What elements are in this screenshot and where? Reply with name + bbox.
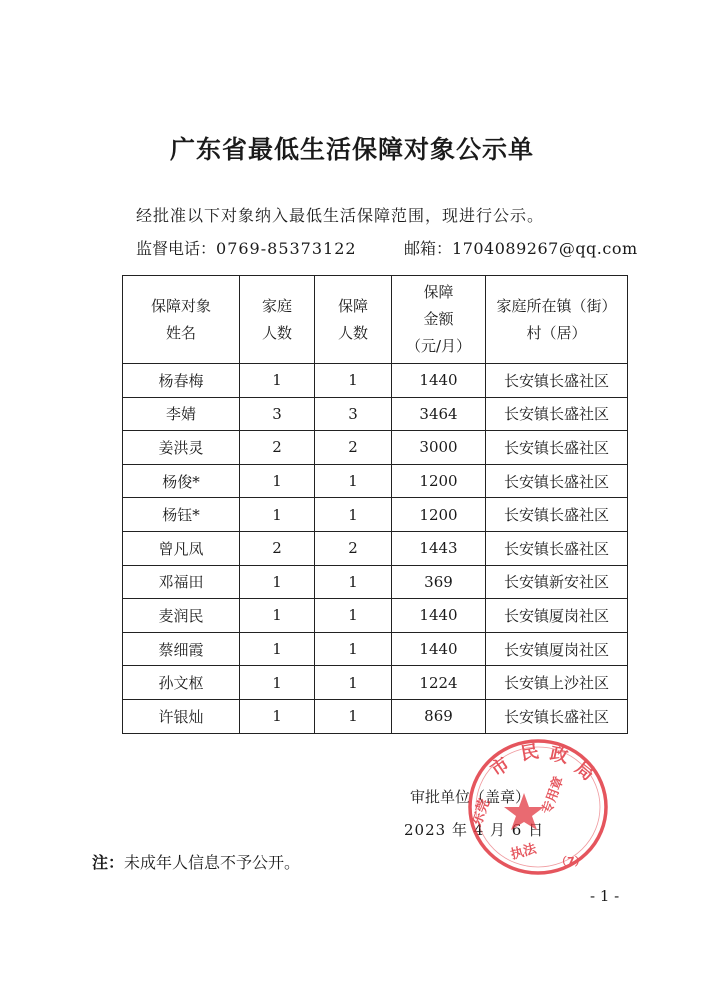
header-location [486, 276, 628, 364]
svg-text:民: 民 [519, 741, 541, 765]
header-insured-line1: 保障 [337, 296, 368, 315]
phone-number: 0769-85373122 [216, 239, 357, 258]
header-insured-count [315, 276, 392, 364]
approver-label: 审批单位（盖章） [410, 788, 531, 806]
cell-location: 长安镇新安社区 [486, 565, 628, 599]
cell-family-size: 2 [240, 531, 315, 565]
cell-insured-count: 2 [315, 531, 392, 565]
header-amount-line3: （元/月） [405, 337, 472, 355]
cell-location: 长安镇长盛社区 [486, 531, 628, 565]
cell-location: 长安镇长盛社区 [486, 699, 628, 733]
cell-family-size: 1 [240, 498, 315, 532]
cell-amount: 1200 [392, 498, 486, 532]
svg-text:执法: 执法 [509, 841, 539, 863]
cell-location: 长安镇长盛社区 [486, 397, 628, 431]
table-header-row [123, 276, 628, 364]
cell-family-size: 1 [240, 632, 315, 666]
cell-amount: 1200 [392, 464, 486, 498]
table-row [123, 431, 628, 465]
email-address: 1704089267@qq.com [452, 239, 638, 258]
page-number: - 1 - [590, 887, 620, 905]
header-family-size [240, 276, 315, 364]
intro-text: 经批准以下对象纳入最低生活保障范围，现进行公示。 [136, 206, 545, 225]
cell-insured-count: 1 [315, 632, 392, 666]
cell-family-size: 1 [240, 599, 315, 633]
cell-amount: 1443 [392, 531, 486, 565]
header-location-line1: 家庭所在镇（街） [496, 296, 617, 315]
header-name-line2: 姓名 [165, 323, 196, 342]
table-row [123, 498, 628, 532]
cell-location: 长安镇长盛社区 [486, 364, 628, 398]
cell-name: 杨春梅 [123, 364, 240, 398]
header-name-line1: 保障对象 [150, 296, 211, 315]
cell-family-size: 2 [240, 431, 315, 465]
cell-family-size: 1 [240, 666, 315, 700]
footnote-text: 未成年人信息不予公开。 [124, 853, 301, 872]
approval-date: 2023 年 4 月 6 日 [404, 821, 545, 839]
header-amount-line1: 保障 [423, 283, 454, 301]
cell-amount: 869 [392, 699, 486, 733]
svg-text:专用章: 专用章 [539, 774, 568, 817]
cell-name: 李婧 [123, 397, 240, 431]
cell-insured-count: 1 [315, 498, 392, 532]
official-seal-stamp [466, 737, 610, 877]
footnote [92, 850, 300, 873]
cell-family-size: 3 [240, 397, 315, 431]
cell-insured-count: 1 [315, 666, 392, 700]
table-row [123, 565, 628, 599]
cell-name: 杨钰* [123, 498, 240, 532]
phone-label: 监督电话： [136, 239, 217, 258]
cell-amount: 1440 [392, 364, 486, 398]
cell-insured-count: 2 [315, 431, 392, 465]
header-amount [392, 276, 486, 364]
table-row [123, 699, 628, 733]
table-row [123, 599, 628, 633]
cell-name: 蔡细霞 [123, 632, 240, 666]
footnote-label: 注： [92, 853, 125, 872]
cell-amount: 3464 [392, 397, 486, 431]
table-row [123, 632, 628, 666]
header-family-line1: 家庭 [261, 296, 292, 315]
cell-family-size: 1 [240, 699, 315, 733]
cell-insured-count: 1 [315, 565, 392, 599]
cell-location: 长安镇上沙社区 [486, 666, 628, 700]
table-row [123, 364, 628, 398]
cell-family-size: 1 [240, 464, 315, 498]
cell-insured-count: 1 [315, 364, 392, 398]
recipients-table [122, 275, 628, 734]
email-label: 邮箱： [404, 239, 453, 258]
cell-insured-count: 1 [315, 599, 392, 633]
header-name [123, 276, 240, 364]
svg-text:（7）: （7） [556, 855, 586, 868]
cell-insured-count: 1 [315, 464, 392, 498]
cell-name: 邓福田 [123, 565, 240, 599]
contact-line [136, 236, 638, 259]
header-insured-line2: 人数 [337, 323, 368, 342]
cell-family-size: 1 [240, 364, 315, 398]
cell-location: 长安镇厦岗社区 [486, 599, 628, 633]
header-location-line2: 村（居） [526, 323, 587, 342]
cell-name: 孙文枢 [123, 666, 240, 700]
cell-location: 长安镇厦岗社区 [486, 632, 628, 666]
cell-name: 麦润民 [123, 599, 240, 633]
cell-insured-count: 1 [315, 699, 392, 733]
svg-text:政: 政 [547, 743, 570, 768]
cell-location: 长安镇长盛社区 [486, 464, 628, 498]
table-row [123, 666, 628, 700]
table-row [123, 464, 628, 498]
svg-text:市: 市 [486, 753, 514, 782]
cell-location: 长安镇长盛社区 [486, 431, 628, 465]
cell-name: 姜洪灵 [123, 431, 240, 465]
svg-text:局: 局 [570, 757, 599, 786]
cell-amount: 1224 [392, 666, 486, 700]
table-row [123, 531, 628, 565]
header-amount-line2: 金额 [423, 310, 454, 328]
cell-insured-count: 3 [315, 397, 392, 431]
cell-amount: 1440 [392, 632, 486, 666]
cell-name: 许银灿 [123, 699, 240, 733]
cell-family-size: 1 [240, 565, 315, 599]
table-row [123, 397, 628, 431]
cell-amount: 369 [392, 565, 486, 599]
cell-location: 长安镇长盛社区 [486, 498, 628, 532]
header-family-line2: 人数 [261, 323, 292, 342]
email-block [404, 236, 638, 259]
cell-amount: 1440 [392, 599, 486, 633]
document-title: 广东省最低生活保障对象公示单 [169, 135, 534, 164]
svg-text:东莞: 东莞 [468, 796, 494, 829]
cell-name: 杨俊* [123, 464, 240, 498]
cell-name: 曾凡凤 [123, 531, 240, 565]
cell-amount: 3000 [392, 431, 486, 465]
